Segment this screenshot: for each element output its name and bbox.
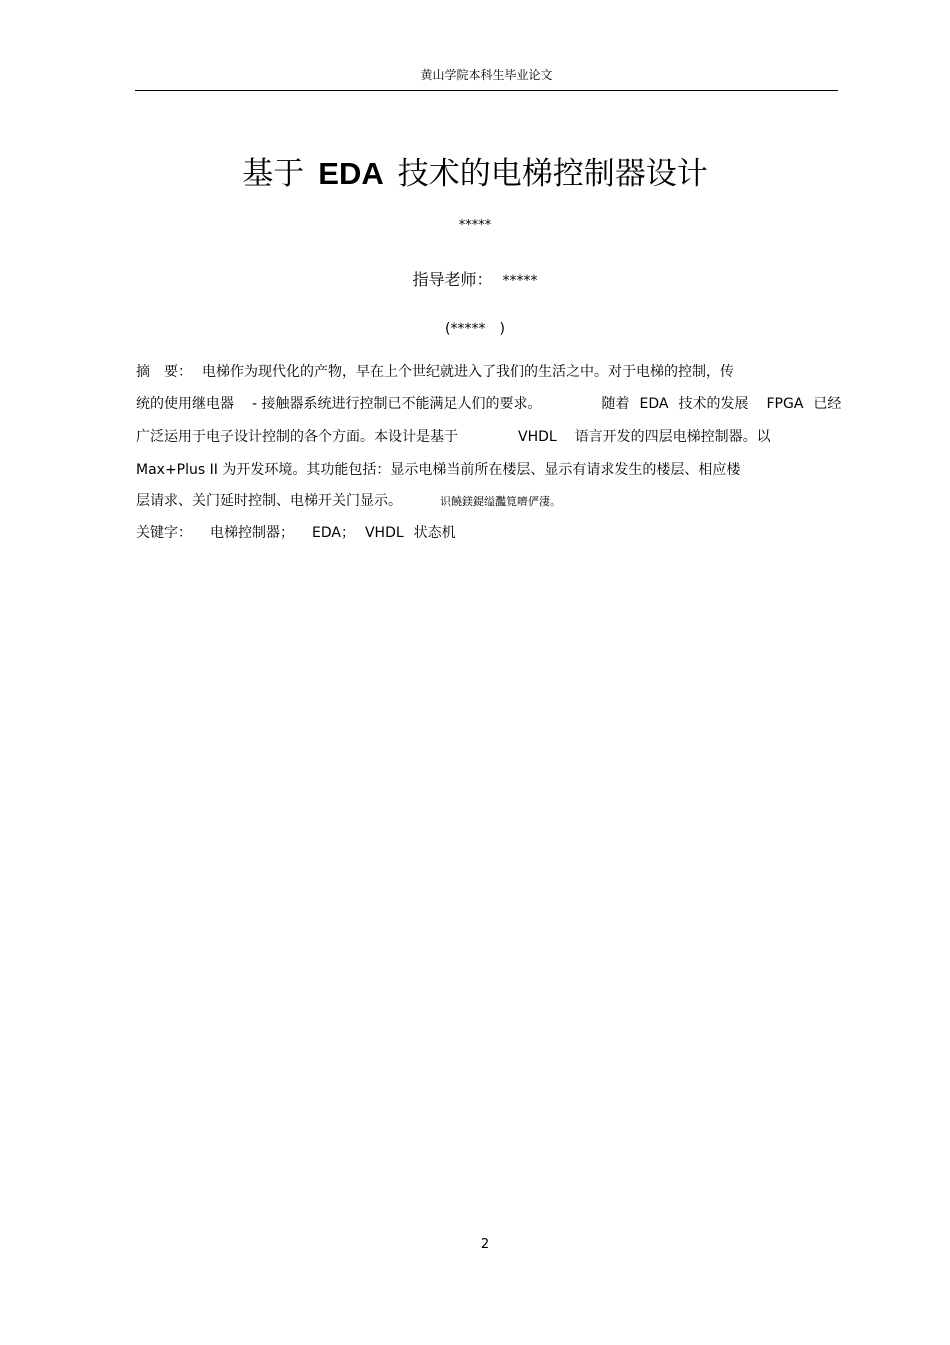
abstract-text-3a: 广泛运用于电子设计控制的各个方面。本设计是基于 — [136, 429, 458, 445]
author-name: ***** — [458, 218, 492, 233]
keyword-1: 电梯控制器； — [210, 525, 294, 541]
abstract-text-2f: FPGA — [766, 396, 804, 412]
abstract-text-4: Max+Plus II 为开发环境。其功能包括：显示电梯当前所在楼层、显示有请求发生的楼层、相应楼 — [136, 462, 741, 478]
title-part-2: EDA — [318, 156, 384, 191]
advisor-name: ***** — [502, 273, 538, 289]
abstract-label: 摘 要： — [136, 364, 192, 380]
abstract-text-3b: VHDL — [518, 429, 557, 445]
title-part-1: 基于 — [242, 156, 305, 192]
abstract-text-2e: 技术的发展 — [678, 396, 749, 412]
keywords-line — [136, 522, 456, 544]
abstract-text-2a: 统的使用继电器 — [136, 396, 234, 412]
abstract-line-4 — [136, 459, 740, 481]
abstract-text-5a: 层请求、关门延时控制、电梯开关门显示。 — [136, 493, 402, 509]
affiliation: (***** ) — [445, 321, 505, 337]
abstract-line-5 — [136, 490, 561, 513]
abstract-text-3c: 语言开发的四层电梯控制器。以 — [574, 429, 771, 445]
abstract-line-1 — [136, 361, 734, 383]
keyword-2: EDA； — [312, 525, 355, 541]
abstract-text-2d: EDA — [639, 396, 669, 412]
header-rule — [135, 90, 838, 91]
page-number: 2 — [480, 1237, 490, 1252]
abstract-line-3 — [136, 426, 771, 448]
abstract-line-2 — [136, 393, 841, 415]
abstract-text-2g: 已经 — [813, 396, 842, 412]
keyword-4: 状态机 — [413, 525, 456, 541]
abstract-text-1: 电梯作为现代化的产物，早在上个世纪就进入了我们的生活之中。对于电梯的控制，传 — [202, 364, 734, 380]
abstract-text-5b: 识饒鎂鍉缢灩筧嚌俨淒。 — [440, 495, 561, 508]
running-header: 黄山学院本科生毕业论文 — [420, 68, 553, 82]
keyword-3: VHDL — [364, 525, 404, 541]
advisor — [0, 268, 950, 293]
paper-title — [0, 152, 950, 196]
abstract-text-2c: 随着 — [601, 396, 630, 412]
keywords-label: 关键字： — [136, 525, 192, 541]
advisor-label: 指导老师： — [412, 270, 493, 289]
abstract-text-2b: - 接触器系统进行控制已不能满足人们的要求。 — [252, 396, 542, 412]
title-part-3: 技术的电梯控制器设计 — [397, 156, 708, 192]
